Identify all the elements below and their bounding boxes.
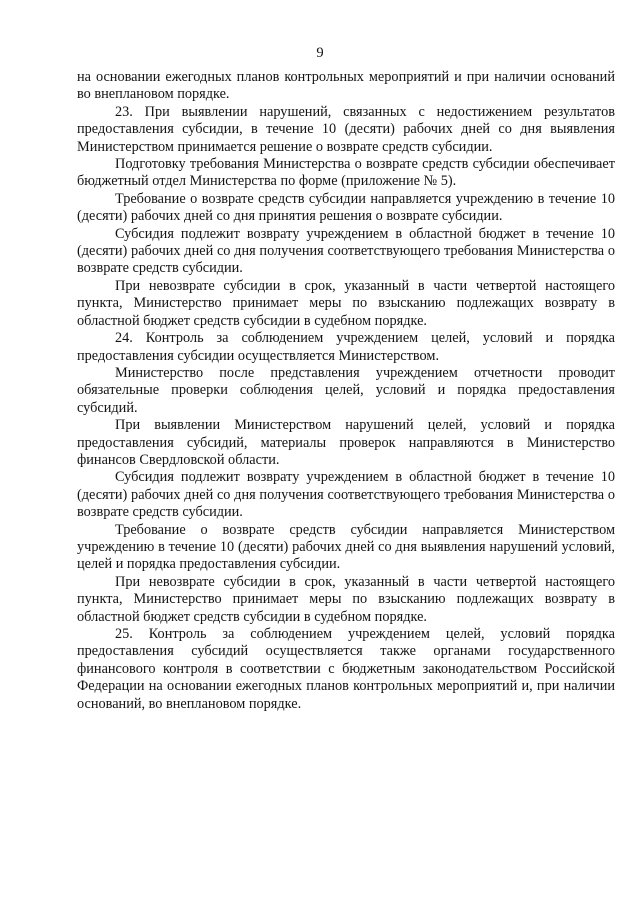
paragraph: При невозврате субсидии в срок, указанный в части четвертой настоящего пункта, Министерство принимает меры по взысканию подлежащих возврату в областной бюджет средств субсидии в судебном порядке. xyxy=(77,573,615,625)
paragraph: Подготовку требования Министерства о возврате средств субсидии обеспечивает бюджетный отдел Министерства по форме (приложение № 5). xyxy=(77,156,615,190)
paragraph: При выявлении Министерством нарушений целей, условий и порядка предоставления субсидий, материалы проверок направляются в Министерство финансов Свердловской области. xyxy=(77,417,615,468)
paragraph: Министерство после представления учреждением отчетности проводит обязательные проверки соблюдения целей, условий и порядка предоставления субсидий. xyxy=(77,364,615,416)
paragraph: Требование о возврате средств субсидии направляется учреждению в течение 10 (десяти) рабочих дней со дня принятия решения о возврате субсидии. xyxy=(77,190,615,225)
document-body xyxy=(77,69,615,713)
paragraph: Субсидия подлежит возврату учреждением в областной бюджет в течение 10 (десяти) рабочих дней со дня получения соответствующего требования Министерства о возврате средств субсидии. xyxy=(77,225,615,277)
paragraph-clause-25: 25. Контроль за соблюдением учреждением целей, условий порядка предоставления субсидий осуществляется также органами государственного финансового контроля в соответствии с бюджетным законодательством Российской Федерации на основании ежегодных планов контрольных мероприятий и, при наличии оснований, во внеплановом порядке. xyxy=(77,626,615,712)
paragraph: При невозврате субсидии в срок, указанный в части четвертой настоящего пункта, Министерство принимает меры по взысканию подлежащих возврату в областной бюджет средств субсидии в судебном порядке. xyxy=(77,277,615,329)
page-number: 9 xyxy=(316,45,324,61)
paragraph: Требование о возврате средств субсидии направляется Министерством учреждению в течение 10 (десяти) рабочих дней со дня выявления нарушений условий, целей и порядка предоставления субсидии. xyxy=(77,521,615,573)
paragraph-clause-23: 23. При выявлении нарушений, связанных с недостижением результатов предоставления субсидии, в течение 10 (десяти) рабочих дней со дня выявления Министерством принимается решение о возврате средств субсидии. xyxy=(77,103,615,155)
paragraph-continuation: на основании ежегодных планов контрольных мероприятий и при наличии оснований во внеплановом порядке. xyxy=(77,69,615,103)
paragraph-clause-24: 24. Контроль за соблюдением учреждением целей, условий и порядка предоставления субсидии осуществляется Министерством. xyxy=(77,330,615,364)
paragraph: Субсидия подлежит возврату учреждением в областной бюджет в течение 10 (десяти) рабочих дней со дня получения соответствующего требования Министерства о возврате средств субсидии. xyxy=(77,469,615,521)
